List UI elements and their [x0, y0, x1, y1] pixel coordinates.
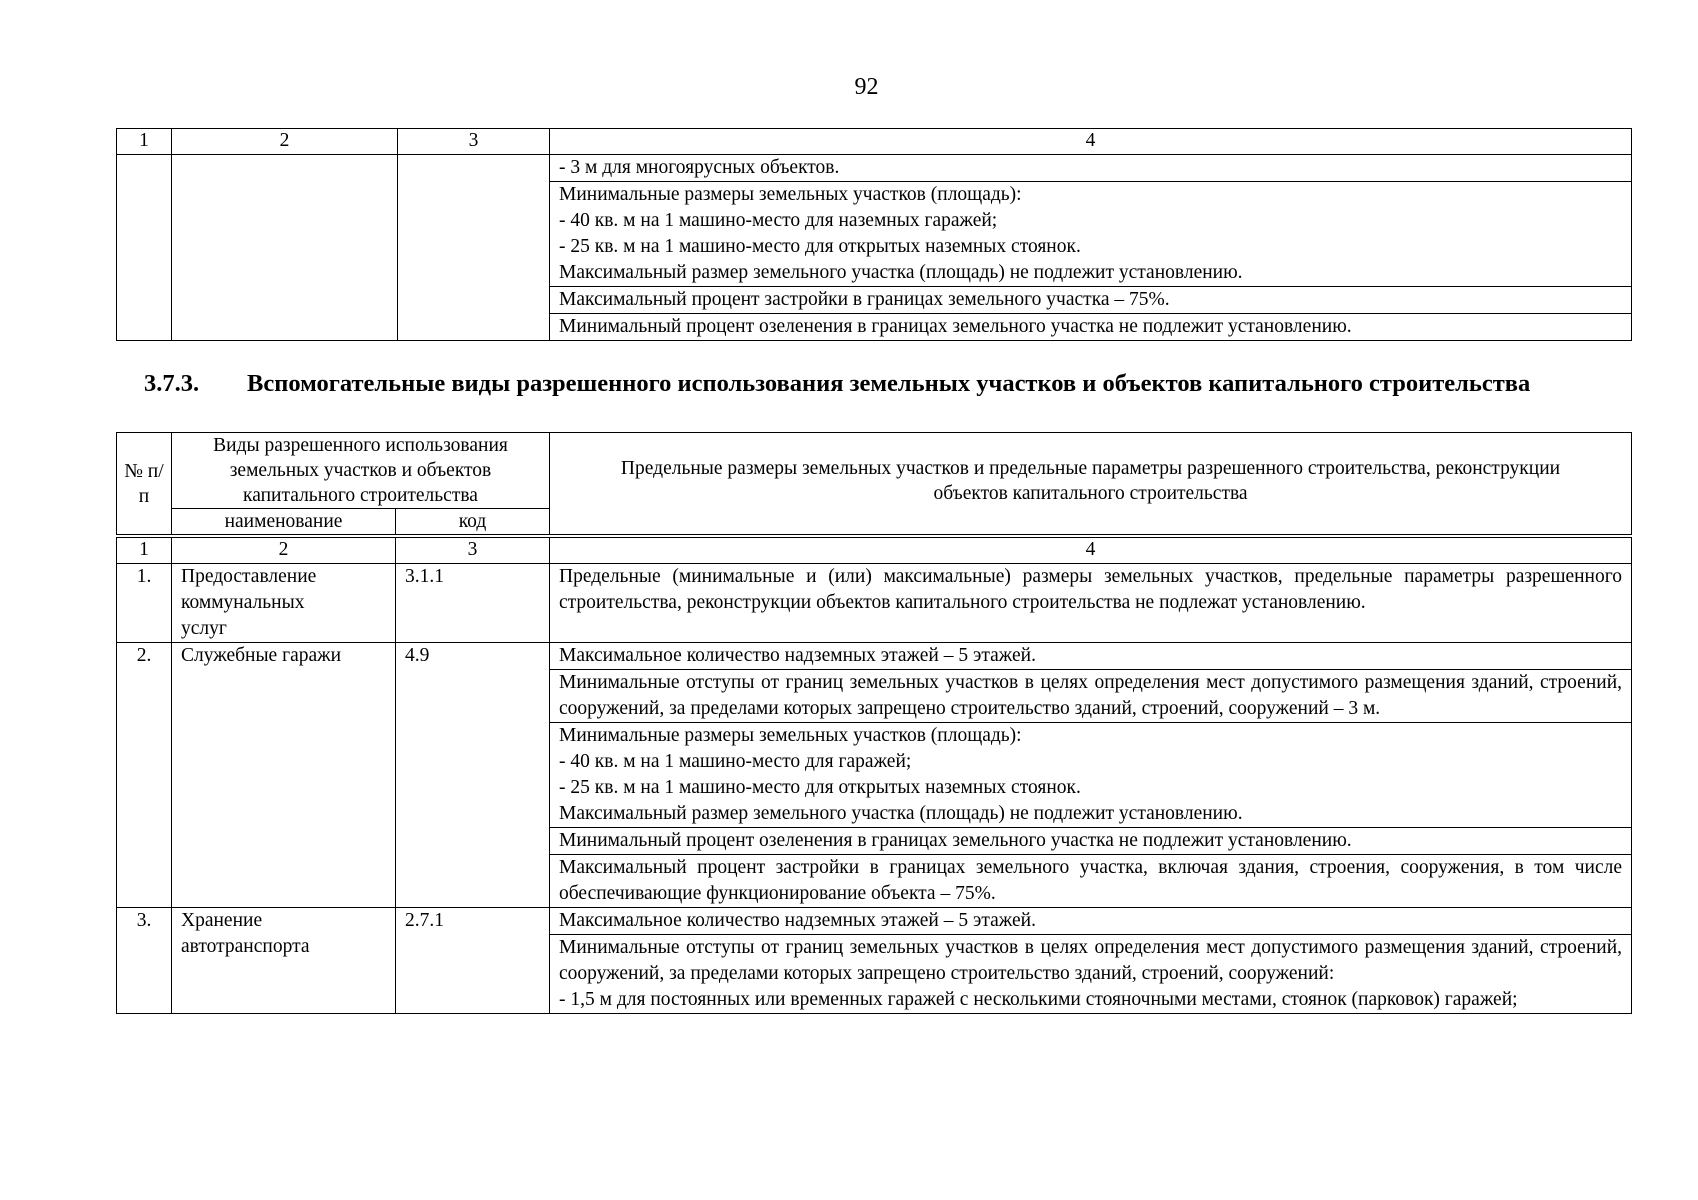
parameter-cell [550, 182, 1632, 287]
column-number-row [117, 536, 1632, 564]
parameter-cell: Минимальные отступы от границ земельных участков в целях определения мест допустимого размещения зданий, строений, сооружений, за пределами которых запрещено строительство зданий, строений, сооружений: - 1,5 м для постоянных или временных гаражей с несколькими стояночными местами, стоянок (парковок) гаражей; [550, 935, 1632, 1014]
column-number-row [117, 129, 1632, 155]
section-title: Вспомогательные виды разрешенного использования земельных участков и объектов капитального строительства [247, 370, 1531, 397]
parameter-cell: Предельные (минимальные и (или) максимальные) размеры земельных участков, предельные параметры разрешенного строительства, реконструкции объектов капитального строительства не подлежат установлению. [550, 564, 1632, 643]
column-number: 1 [117, 129, 172, 155]
use-name: Служебные гаражи [172, 643, 396, 908]
column-number: 3 [398, 129, 550, 155]
section-number: 3.7.3. [144, 370, 200, 397]
parameter-text: - 3 м для многоярусных объектов. [559, 157, 840, 178]
table-row [117, 155, 1632, 182]
parameter-cell [550, 287, 1632, 314]
column-number: 3 [396, 536, 550, 564]
row-number: 3. [117, 908, 172, 1014]
continuation-table [116, 128, 1632, 341]
parameter-cell: Минимальный процент озеленения в границах земельного участка не подлежит установлению. [550, 828, 1632, 855]
header-num: № п/п [117, 433, 172, 537]
parameter-cell: Максимальный процент застройки в границах земельного участка, включая здания, строения, сооружения, в том числе обеспечивающие функционирование объекта – 75%. [550, 855, 1632, 908]
parameter-cell: Минимальные отступы от границ земельных участков в целях определения мест допустимого размещения зданий, строений, сооружений, за пределами которых запрещено строительство зданий, строений, сооружений – 3 м. [550, 670, 1632, 723]
column-number: 1 [117, 536, 172, 564]
table-cell [172, 155, 398, 341]
parameter-text: Минимальные размеры земельных участков (площадь): - 40 кв. м на 1 машино-место для наземных гаражей; - 25 кв. м на 1 машино-место для открытых наземных стоянок. Максимальный размер земельного участка (площадь) не подлежит установлению. [559, 184, 1243, 283]
permitted-uses-table [116, 432, 1632, 1014]
column-number: 2 [172, 536, 396, 564]
column-number: 4 [550, 129, 1632, 155]
use-code: 4.9 [396, 643, 550, 908]
parameter-cell [550, 155, 1632, 182]
section-heading [116, 368, 1631, 400]
header-code: код [396, 509, 550, 537]
use-name: Предоставление коммунальных услуг [172, 564, 396, 643]
parameter-text: Максимальный процент застройки в границах земельного участка – 75%. [559, 289, 1170, 310]
table-row [117, 564, 1632, 643]
parameter-cell: Максимальное количество надземных этажей – 5 этажей. [550, 643, 1632, 670]
table-cell [117, 155, 172, 341]
column-number: 2 [172, 129, 398, 155]
table-header-row [117, 433, 1632, 509]
header-types-group: Виды разрешенного использования земельных участков и объектов капитального строительства [172, 433, 550, 509]
parameter-cell: Максимальное количество надземных этажей – 5 этажей. [550, 908, 1632, 935]
header-name: наименование [172, 509, 396, 537]
parameter-cell: Минимальные размеры земельных участков (площадь): - 40 кв. м на 1 машино-место для гаражей; - 25 кв. м на 1 машино-место для открытых наземных стоянок. Максимальный размер земельного участка (площадь) не подлежит установлению. [550, 723, 1632, 828]
use-code: 3.1.1 [396, 564, 550, 643]
table-cell [398, 155, 550, 341]
table-row [117, 908, 1632, 935]
page-number: 92 [854, 74, 879, 100]
parameter-cell [550, 314, 1632, 341]
column-number: 4 [550, 536, 1632, 564]
use-code: 2.7.1 [396, 908, 550, 1014]
row-number: 2. [117, 643, 172, 908]
use-name: Хранение автотранспорта [172, 908, 396, 1014]
header-limits: Предельные размеры земельных участков и предельные параметры разрешенного строительства, реконструкции объектов капитального строительства [550, 433, 1632, 537]
table-row [117, 643, 1632, 670]
row-number: 1. [117, 564, 172, 643]
parameter-text: Минимальный процент озеленения в границах земельного участка не подлежит установлению. [559, 316, 1352, 337]
